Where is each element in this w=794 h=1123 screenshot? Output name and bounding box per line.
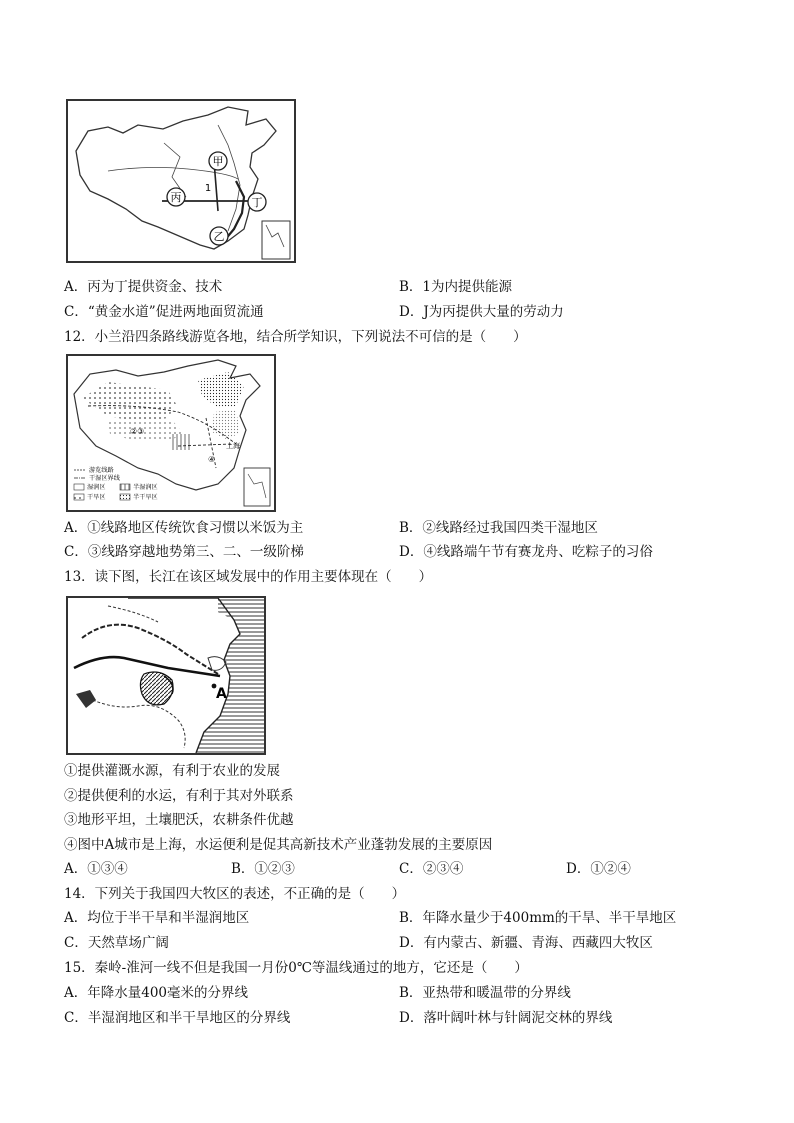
dry-wet-regions-figure [68, 356, 274, 510]
q12-option-c[interactable]: C．③线路穿越地势第三、二、一级阶梯 [64, 544, 304, 560]
q15-option-b[interactable]: B．亚热带和暖温带的分界线 [399, 985, 571, 1001]
q15-option-a[interactable]: A．年降水量400毫米的分界线 [64, 985, 249, 1001]
legend-semi-humid: 半湿润区 [133, 484, 158, 491]
q13-yangtze-map [66, 596, 266, 755]
q12-option-d[interactable]: D．④线路端午节有赛龙舟、吃粽子的习俗 [399, 544, 653, 560]
q13-statement-3: ③地形平坦，土壤肥沃，农耕条件优越 [64, 812, 294, 828]
q13-option-d[interactable]: D．①②④ [566, 861, 631, 877]
q13-statement-1: ①提供灌溉水源，有利于农业的发展 [64, 763, 280, 779]
q14-option-d[interactable]: D．有内蒙古、新疆、青海、西藏四大牧区 [399, 935, 653, 951]
q14-stem: 14．下列关于我国四大牧区的表述，不正确的是（ ） [64, 886, 406, 902]
label-ding: 丁 [251, 196, 263, 209]
q13-option-c[interactable]: C．②③④ [399, 861, 464, 877]
q12-dry-wet-map [66, 354, 276, 512]
q13-option-a[interactable]: A．①③④ [64, 861, 128, 877]
china-outline-figure [68, 101, 294, 261]
q11-option-a[interactable]: A．丙为丁提供资金、技术 [64, 279, 223, 295]
q11-option-d[interactable]: D．J为丙提供大量的劳动力 [399, 304, 564, 320]
q11-option-c[interactable]: C．“黄金水道”促进两地面贸流通 [64, 304, 264, 320]
q11-china-map [66, 99, 296, 263]
legend [74, 466, 158, 501]
q13-statement-4: ④图中A城市是上海，水运便利是促其高新技术产业蓬勃发展的主要原因 [64, 837, 493, 853]
q13-stem: 13．读下图，长江在该区域发展中的作用主要体现在（ ） [64, 569, 433, 585]
q15-option-c[interactable]: C．半湿润地区和半干旱地区的分界线 [64, 1010, 291, 1026]
q12-stem: 12．小兰沿四条路线游览各地，结合所学知识，下列说法不可信的是（ ） [64, 329, 527, 345]
q13-statement-2: ②提供便利的水运，有利于其对外联系 [64, 788, 294, 804]
route-marker-2-3: ②③ [130, 427, 145, 436]
q13-option-b[interactable]: B．①②③ [231, 861, 295, 877]
label-yi: 乙 [213, 230, 225, 243]
q11-option-b[interactable]: B．1为内提供能源 [399, 279, 513, 295]
legend-route: 游览线路 [89, 467, 114, 474]
q15-stem: 15．秦岭-淮河一线不但是我国一月份0℃等温线通过的地方，它还是（ ） [64, 960, 528, 976]
yangtze-delta-figure [68, 598, 264, 753]
legend-semi-arid: 半干旱区 [133, 494, 158, 501]
label-jia: 甲 [212, 155, 224, 168]
legend-humid: 湿润区 [87, 484, 106, 491]
q14-option-b[interactable]: B．年降水量少于400mm的干旱、半干旱地区 [399, 910, 677, 926]
q14-option-a[interactable]: A．均位于半干旱和半湿润地区 [64, 910, 250, 926]
legend-arid: 干旱区 [87, 494, 106, 501]
route-marker-4: ④ [208, 455, 216, 464]
legend-boundary: 干湿区界线 [89, 475, 120, 482]
q12-option-a[interactable]: A．①线路地区传统饮食习惯以米饭为主 [64, 520, 304, 536]
label-bing: 丙 [170, 191, 182, 204]
label-shanghai: 上海 [226, 442, 240, 450]
label-line-1: 1 [204, 183, 212, 194]
q12-option-b[interactable]: B．②线路经过我国四类干湿地区 [399, 520, 598, 536]
label-city-a: A [216, 686, 227, 702]
q15-option-d[interactable]: D．落叶阔叶林与针阔泥交林的界线 [399, 1010, 613, 1026]
q14-option-c[interactable]: C．天然草场广阔 [64, 935, 169, 951]
